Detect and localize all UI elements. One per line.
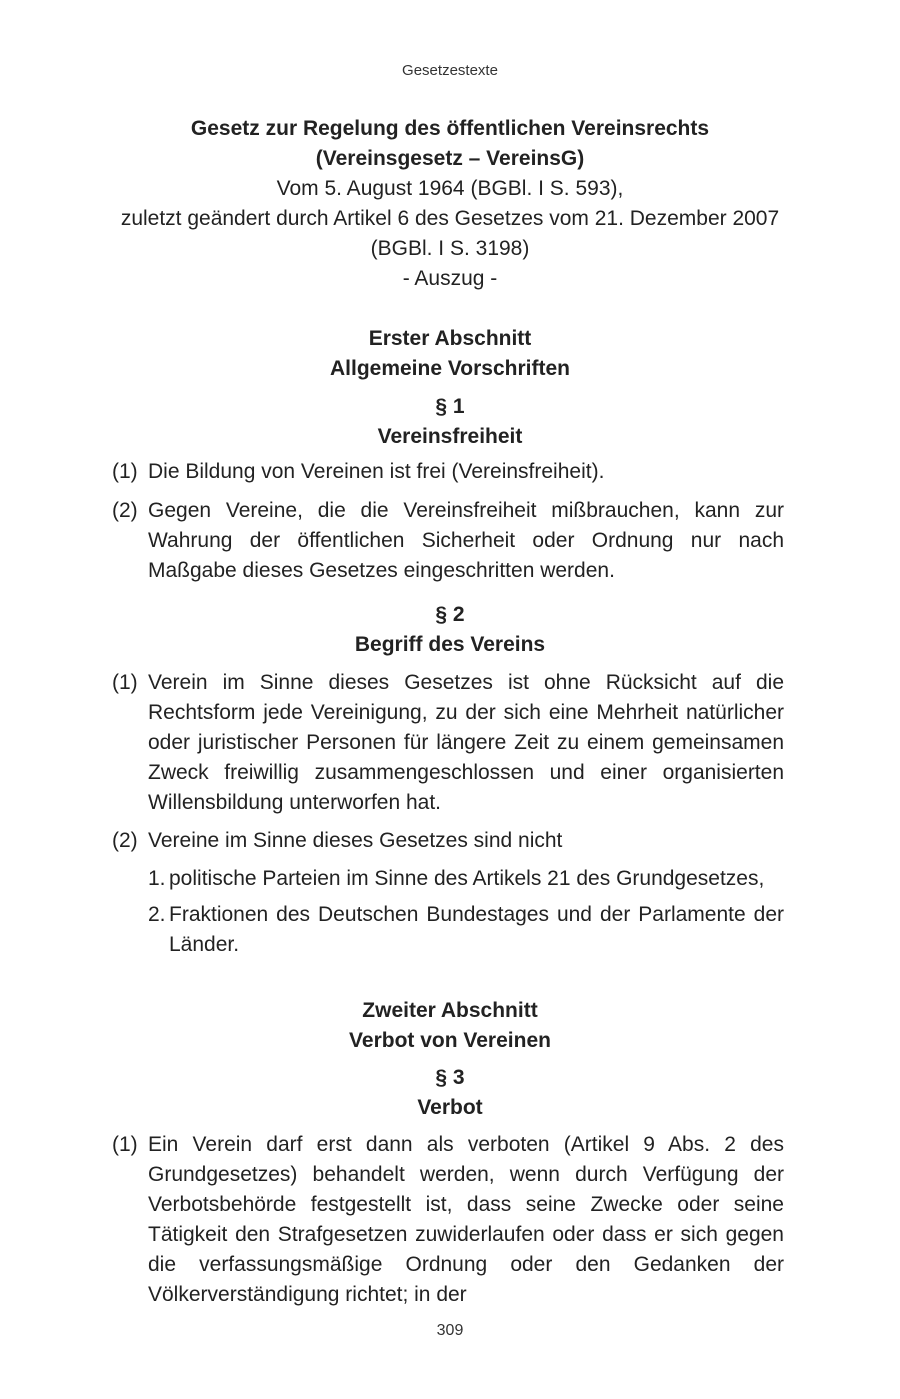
section-2-list-item-2 <box>148 900 784 960</box>
list-item-number: 1. <box>148 867 166 890</box>
paragraph-number: (1) <box>112 671 138 694</box>
law-date: Vom 5. August 1964 (BGBl. I S. 593), <box>276 177 624 200</box>
abschnitt-2-heading <box>0 996 900 1056</box>
law-excerpt-note: - Auszug - <box>402 267 498 290</box>
section-3-number: § 3 <box>435 1066 465 1089</box>
paragraph-number: (2) <box>112 829 138 852</box>
paragraph-text: Verein im Sinne dieses Gesetzes ist ohne Rücksicht auf die Rechtsform jede Vereinigung, zu der sich eine Mehrheit natürlicher oder juristischer Personen für längere Zeit zu einem gemeinsamen Zweck freiwillig zusammengeschlossen und einer organisierten Willensbildung unterworfen hat. <box>148 671 784 814</box>
section-1-heading <box>0 392 900 452</box>
paragraph-text: Vereine im Sinne dieses Gesetzes sind nicht <box>148 829 563 852</box>
abschnitt-2-title: Verbot von Vereinen <box>349 1029 551 1052</box>
paragraph-text: Die Bildung von Vereinen ist frei (Vereinsfreiheit). <box>148 460 605 483</box>
section-2-paragraph-2 <box>112 826 784 856</box>
list-item-text: Fraktionen des Deutschen Bundestages und der Parlamente der Länder. <box>169 903 784 956</box>
section-3-title: Verbot <box>417 1096 483 1119</box>
law-amendment: zuletzt geändert durch Artikel 6 des Gesetzes vom 21. Dezember 2007 <box>120 207 780 230</box>
abschnitt-1-heading <box>0 324 900 384</box>
abschnitt-1-label: Erster Abschnitt <box>368 327 532 350</box>
section-1-title: Vereinsfreiheit <box>377 425 523 448</box>
paragraph-number: (2) <box>112 499 138 522</box>
abschnitt-1-title: Allgemeine Vorschriften <box>329 357 570 380</box>
section-2-list-item-1 <box>148 864 784 894</box>
section-1-paragraph-1 <box>112 457 784 487</box>
paragraph-text: Gegen Vereine, die die Vereinsfreiheit mißbrauchen, kann zur Wahrung der öffentlichen Sicherheit oder Ordnung nur nach Maßgabe dieses Gesetzes eingeschritten werden. <box>148 499 784 582</box>
paragraph-text: Ein Verein darf erst dann als verboten (Artikel 9 Abs. 2 des Grundgesetzes) behandelt werden, wenn durch Verfügung der Verbotsbehörde festgestellt ist, dass seine Zwecke oder seine Tätigkeit den Strafgesetzen zuwiderlaufen oder dass er sich gegen die verfassungsmäßige Ordnung oder den Gedanken der Völkerverständigung richtet; in der <box>148 1133 784 1306</box>
law-short-title: (Vereinsgesetz – VereinsG) <box>315 147 585 170</box>
law-amendment-source: (BGBl. I S. 3198) <box>370 237 530 260</box>
section-2-paragraph-1 <box>112 668 784 818</box>
page-number: 309 <box>436 1322 464 1339</box>
section-2-title: Begriff des Vereins <box>354 633 546 656</box>
section-3-paragraph-1 <box>112 1130 784 1310</box>
abschnitt-2-label: Zweiter Abschnitt <box>362 999 538 1022</box>
law-title: Gesetz zur Regelung des öffentlichen Vereinsrechts <box>190 117 710 140</box>
section-1-paragraph-2 <box>112 496 784 586</box>
list-item-text: politische Parteien im Sinne des Artikels 21 des Grundgesetzes, <box>169 867 765 890</box>
section-2-heading <box>0 600 900 660</box>
paragraph-number: (1) <box>112 1133 138 1156</box>
paragraph-number: (1) <box>112 460 138 483</box>
section-3-heading <box>0 1063 900 1123</box>
section-1-number: § 1 <box>435 395 465 418</box>
list-item-number: 2. <box>148 903 166 926</box>
section-2-number: § 2 <box>435 603 465 626</box>
law-title-block <box>0 114 900 294</box>
running-head: Gesetzestexte <box>402 62 498 79</box>
